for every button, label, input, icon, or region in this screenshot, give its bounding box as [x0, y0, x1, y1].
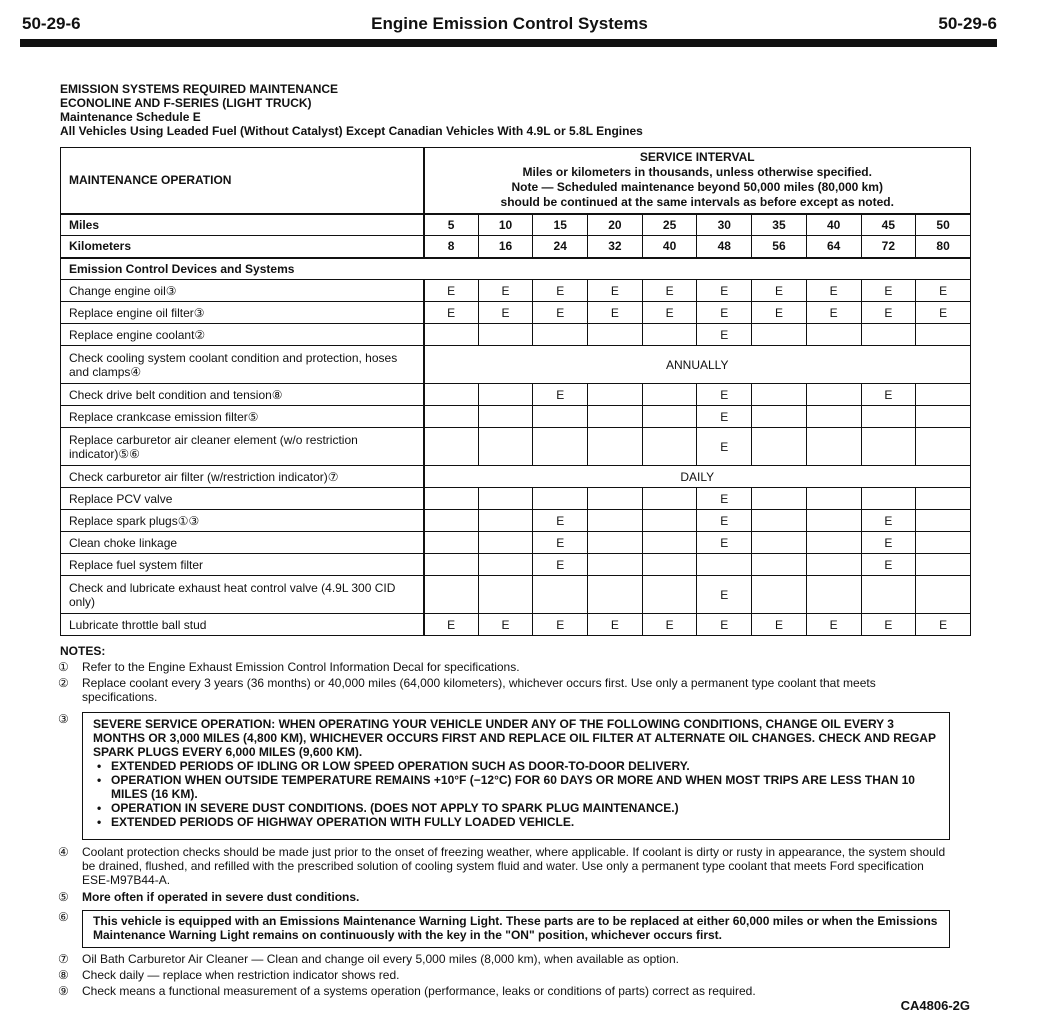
interval-cell: [752, 324, 807, 346]
service-interval-line: Miles or kilometers in thousands, unless otherwise specified.: [522, 165, 872, 180]
interval-cell: [588, 532, 643, 554]
interval-cell: [478, 406, 533, 428]
interval-cell: E: [533, 532, 588, 554]
interval-cell: [478, 488, 533, 510]
interval-cell: E: [588, 614, 643, 636]
interval-cell: [861, 576, 916, 614]
interval-cell: [424, 576, 479, 614]
interval-cell: E: [697, 532, 752, 554]
interval-cell: [478, 428, 533, 466]
table-row: [61, 324, 971, 346]
note-2: ② Replace coolant every 3 years (36 months) or 40,000 miles (64,000 kilometers), whichever occurs first. Use only a permanent type coolant that meets specifications.: [58, 676, 876, 704]
title-line: Maintenance Schedule E: [60, 110, 201, 124]
interval-cell: E: [806, 614, 861, 636]
interval-cell: E: [478, 302, 533, 324]
interval-cell: [806, 532, 861, 554]
interval-cell: [588, 576, 643, 614]
interval-cell: E: [533, 614, 588, 636]
interval-cell: E: [752, 614, 807, 636]
interval-cell: [806, 324, 861, 346]
title-line: EMISSION SYSTEMS REQUIRED MAINTENANCE: [60, 82, 339, 96]
table-row: [61, 406, 971, 428]
interval-cell: E: [533, 302, 588, 324]
interval-cell: E: [697, 384, 752, 406]
table-row: [61, 532, 971, 554]
interval-cell: [916, 510, 971, 532]
interval-cell: [424, 324, 479, 346]
operation-label: Lubricate throttle ball stud: [61, 614, 424, 636]
interval-span-cell: DAILY: [424, 466, 971, 488]
severe-service-list: [93, 759, 939, 829]
note-marker: ④: [58, 845, 69, 859]
interval-value: 15: [533, 214, 588, 236]
operation-label: Replace carburetor air cleaner element (w/o restriction indicator)⑤⑥: [61, 428, 424, 466]
interval-cell: E: [806, 302, 861, 324]
operation-label: Clean choke linkage: [61, 532, 424, 554]
table-row: [61, 428, 971, 466]
interval-value: 45: [861, 214, 916, 236]
interval-cell: [916, 324, 971, 346]
interval-cell: E: [533, 384, 588, 406]
interval-value: 56: [752, 236, 807, 258]
schedule-titles: [60, 82, 643, 138]
service-interval-line: should be continued at the same intervals as before except as noted.: [500, 195, 894, 210]
interval-cell: [642, 406, 697, 428]
title-line: All Vehicles Using Leaded Fuel (Without Catalyst) Except Canadian Vehicles With 4.9L or 5.8L Engines: [60, 124, 643, 138]
operation-label: Check drive belt condition and tension⑧: [61, 384, 424, 406]
operation-label: Replace engine coolant②: [61, 324, 424, 346]
interval-cell: [806, 384, 861, 406]
interval-cell: E: [533, 554, 588, 576]
interval-cell: E: [424, 280, 479, 302]
interval-cell: E: [697, 576, 752, 614]
table-row: [61, 510, 971, 532]
interval-cell: [642, 488, 697, 510]
service-interval-line: SERVICE INTERVAL: [639, 150, 755, 165]
interval-cell: E: [752, 302, 807, 324]
interval-cell: [588, 554, 643, 576]
interval-cell: [588, 428, 643, 466]
interval-cell: [424, 488, 479, 510]
interval-cell: [642, 554, 697, 576]
interval-cell: [588, 488, 643, 510]
interval-cell: [916, 488, 971, 510]
interval-value: 10: [478, 214, 533, 236]
interval-cell: E: [642, 302, 697, 324]
page-number-right: 50-29-6: [938, 14, 997, 33]
interval-value: 32: [588, 236, 643, 258]
interval-cell: [478, 384, 533, 406]
interval-cell: [642, 576, 697, 614]
operation-label: Check cooling system coolant condition and protection, hoses and clamps④: [61, 346, 424, 384]
note-marker: ①: [58, 660, 69, 674]
table-row: [61, 346, 971, 384]
note-marker: ②: [58, 676, 69, 690]
operation-label: Replace engine oil filter③: [61, 302, 424, 324]
interval-cell: [588, 384, 643, 406]
operation-label: Change engine oil③: [61, 280, 424, 302]
note-4: ④ Coolant protection checks should be made just prior to the onset of freezing weather, where applicable. If coolant is dirty or rusty in appearance, the system should be drained, flushed, and refilled with the prescribed solution of cooling system fluid and water. Use only a permanent type coolant that meets Ford specification ESE-M97B44-A.: [58, 845, 946, 887]
interval-cell: [588, 510, 643, 532]
interval-value: 24: [533, 236, 588, 258]
interval-cell: [916, 406, 971, 428]
km-label: Kilometers: [61, 236, 424, 258]
interval-cell: E: [861, 302, 916, 324]
table-row: [61, 614, 971, 636]
note-6: [60, 910, 950, 948]
operation-header: MAINTENANCE OPERATION: [61, 148, 424, 214]
interval-cell: [478, 324, 533, 346]
miles-row: [61, 214, 971, 236]
interval-value: 8: [424, 236, 479, 258]
table-row: [61, 280, 971, 302]
interval-cell: E: [697, 406, 752, 428]
interval-cell: [752, 554, 807, 576]
interval-cell: E: [533, 280, 588, 302]
interval-cell: [861, 406, 916, 428]
miles-label: Miles: [61, 214, 424, 236]
interval-cell: E: [697, 302, 752, 324]
interval-cell: [752, 406, 807, 428]
interval-value: 80: [916, 236, 971, 258]
interval-cell: [916, 532, 971, 554]
interval-cell: [752, 532, 807, 554]
interval-cell: E: [697, 488, 752, 510]
interval-cell: E: [697, 510, 752, 532]
interval-cell: E: [916, 280, 971, 302]
interval-value: 40: [642, 236, 697, 258]
operation-label: Check carburetor air filter (w/restriction indicator)⑦: [61, 466, 424, 488]
table-row: [61, 576, 971, 614]
interval-cell: [752, 384, 807, 406]
operation-label: Replace spark plugs①③: [61, 510, 424, 532]
interval-cell: [752, 488, 807, 510]
interval-cell: E: [916, 302, 971, 324]
interval-cell: [533, 406, 588, 428]
operation-label: Replace crankcase emission filter⑤: [61, 406, 424, 428]
note-7: ⑦ Oil Bath Carburetor Air Cleaner — Clean and change oil every 5,000 miles (8,000 km), when available as option.: [58, 952, 679, 966]
interval-value: 25: [642, 214, 697, 236]
interval-cell: [642, 324, 697, 346]
table-row: [61, 554, 971, 576]
note-1: ① Refer to the Engine Exhaust Emission Control Information Decal for specifications.: [58, 660, 520, 674]
interval-cell: [478, 576, 533, 614]
warning-light-box: This vehicle is equipped with an Emissions Maintenance Warning Light. These parts are to be replaced at either 60,000 miles or when the Emissions Maintenance Warning Light remains on continuously with the key in the "ON" position, whichever occurs first.: [82, 910, 950, 948]
operation-label: Replace PCV valve: [61, 488, 424, 510]
interval-cell: E: [861, 280, 916, 302]
interval-cell: [424, 406, 479, 428]
note-marker: ③: [58, 712, 69, 726]
note-9: ⑨ Check means a functional measurement of a systems operation (performance, leaks or conditions of parts) correct as required.: [58, 984, 756, 998]
interval-cell: [806, 554, 861, 576]
interval-value: 5: [424, 214, 479, 236]
interval-cell: E: [697, 428, 752, 466]
interval-cell: E: [478, 280, 533, 302]
interval-cell: E: [861, 614, 916, 636]
title-line: ECONOLINE AND F-SERIES (LIGHT TRUCK): [60, 96, 312, 110]
interval-cell: E: [806, 280, 861, 302]
interval-cell: E: [533, 510, 588, 532]
severe-service-box: SEVERE SERVICE OPERATION: WHEN OPERATING YOUR VEHICLE UNDER ANY OF THE FOLLOWING CONDITIONS, CHANGE OIL EVERY 3 MONTHS OR 3,000 MILES (4,800 KM), WHICHEVER OCCURS FIRST AND REPLACE OIL FILTER AT ALTERNATE OIL CHANGES. CHECK AND REGAP SPARK PLUGS EVERY 6,000 MILES (9,600 KM). • EXTENDED PERIODS OF IDLING OR LOW SPEED OPERATION SUCH AS DOOR-TO-DOOR DELIVERY. • OPERATION WHEN OUTSIDE TEMPERATURE REMAINS +10°F (−12°C) FOR 60 DAYS OR MORE AND WHEN MOST TRIPS ARE LESS THAN 10 MILES (16 KM). • OPERATION IN SEVERE DUST CONDITIONS. (DOES NOT APPLY TO SPARK PLUG MAINTENANCE.) • EXTENDED PERIODS OF HIGHWAY OPERATION WITH FULLY LOADED VEHICLE.: [82, 712, 950, 840]
interval-cell: [478, 554, 533, 576]
interval-cell: [642, 428, 697, 466]
note-marker: ⑧: [58, 968, 69, 982]
interval-cell: [752, 576, 807, 614]
interval-cell: [533, 324, 588, 346]
interval-cell: E: [424, 614, 479, 636]
severe-condition: • EXTENDED PERIODS OF IDLING OR LOW SPEED OPERATION SUCH AS DOOR-TO-DOOR DELIVERY.: [97, 759, 939, 773]
table-row: [61, 384, 971, 406]
interval-cell: [916, 576, 971, 614]
service-interval-header: [424, 148, 971, 214]
interval-cell: [806, 488, 861, 510]
km-row: [61, 236, 971, 258]
table-row: [61, 488, 971, 510]
header-rule: [20, 39, 997, 47]
interval-value: 48: [697, 236, 752, 258]
interval-cell: E: [861, 532, 916, 554]
operation-label: Check and lubricate exhaust heat control valve (4.9L 300 CID only): [61, 576, 424, 614]
page-title: Engine Emission Control Systems: [371, 14, 648, 33]
interval-cell: E: [752, 280, 807, 302]
interval-cell: E: [424, 302, 479, 324]
note-8: ⑧ Check daily — replace when restriction indicator shows red.: [58, 968, 400, 982]
note-marker: ⑤: [58, 890, 69, 904]
interval-cell: [806, 406, 861, 428]
interval-value: 20: [588, 214, 643, 236]
interval-value: 16: [478, 236, 533, 258]
interval-cell: [533, 576, 588, 614]
table-row: [61, 466, 971, 488]
interval-value: 30: [697, 214, 752, 236]
interval-cell: [916, 384, 971, 406]
maintenance-table: [60, 147, 971, 636]
interval-cell: [478, 510, 533, 532]
page-header: [22, 14, 997, 40]
section-title: Emission Control Devices and Systems: [61, 258, 971, 280]
note-3: [60, 712, 950, 840]
interval-cell: [424, 554, 479, 576]
interval-cell: [916, 428, 971, 466]
page-number-left: 50-29-6: [22, 14, 81, 33]
operation-label: Replace fuel system filter: [61, 554, 424, 576]
severe-condition: • OPERATION WHEN OUTSIDE TEMPERATURE REMAINS +10°F (−12°C) FOR 60 DAYS OR MORE AND WHEN MOST TRIPS ARE LESS THAN 10 MILES (16 KM).: [97, 773, 939, 801]
table-row: [61, 302, 971, 324]
interval-cell: [806, 510, 861, 532]
interval-cell: E: [861, 554, 916, 576]
note-5: ⑤ More often if operated in severe dust conditions.: [58, 890, 360, 904]
interval-cell: [424, 428, 479, 466]
interval-cell: [588, 406, 643, 428]
interval-cell: [533, 488, 588, 510]
interval-cell: [861, 488, 916, 510]
interval-cell: [861, 324, 916, 346]
interval-cell: E: [697, 614, 752, 636]
severe-condition: • EXTENDED PERIODS OF HIGHWAY OPERATION WITH FULLY LOADED VEHICLE.: [97, 815, 939, 829]
interval-value: 40: [806, 214, 861, 236]
interval-cell: [752, 428, 807, 466]
interval-cell: [642, 532, 697, 554]
notes-title: NOTES:: [60, 644, 106, 658]
table-header-row: [61, 148, 971, 214]
severe-condition: • OPERATION IN SEVERE DUST CONDITIONS. (DOES NOT APPLY TO SPARK PLUG MAINTENANCE.): [97, 801, 939, 815]
interval-cell: [588, 324, 643, 346]
interval-cell: E: [588, 302, 643, 324]
interval-cell: E: [916, 614, 971, 636]
interval-cell: E: [642, 280, 697, 302]
interval-cell: [424, 510, 479, 532]
interval-cell: [861, 428, 916, 466]
note-marker: ⑥: [58, 910, 69, 924]
interval-value: 50: [916, 214, 971, 236]
interval-span-cell: ANNUALLY: [424, 346, 971, 384]
interval-cell: [424, 384, 479, 406]
interval-cell: [533, 428, 588, 466]
interval-cell: [697, 554, 752, 576]
section-row: [61, 258, 971, 280]
service-interval-line: Note — Scheduled maintenance beyond 50,000 miles (80,000 km): [511, 180, 883, 195]
interval-cell: [752, 510, 807, 532]
interval-cell: [642, 384, 697, 406]
interval-cell: E: [697, 280, 752, 302]
interval-cell: [806, 576, 861, 614]
interval-value: 35: [752, 214, 807, 236]
interval-cell: E: [697, 324, 752, 346]
interval-cell: [478, 532, 533, 554]
interval-cell: E: [588, 280, 643, 302]
interval-cell: [916, 554, 971, 576]
figure-code: CA4806-2G: [900, 998, 970, 1013]
interval-cell: [424, 532, 479, 554]
note-marker: ⑦: [58, 952, 69, 966]
interval-cell: E: [861, 384, 916, 406]
interval-cell: E: [642, 614, 697, 636]
interval-cell: E: [861, 510, 916, 532]
interval-cell: E: [478, 614, 533, 636]
note-marker: ⑨: [58, 984, 69, 998]
interval-value: 64: [806, 236, 861, 258]
interval-cell: [806, 428, 861, 466]
interval-value: 72: [861, 236, 916, 258]
interval-cell: [642, 510, 697, 532]
